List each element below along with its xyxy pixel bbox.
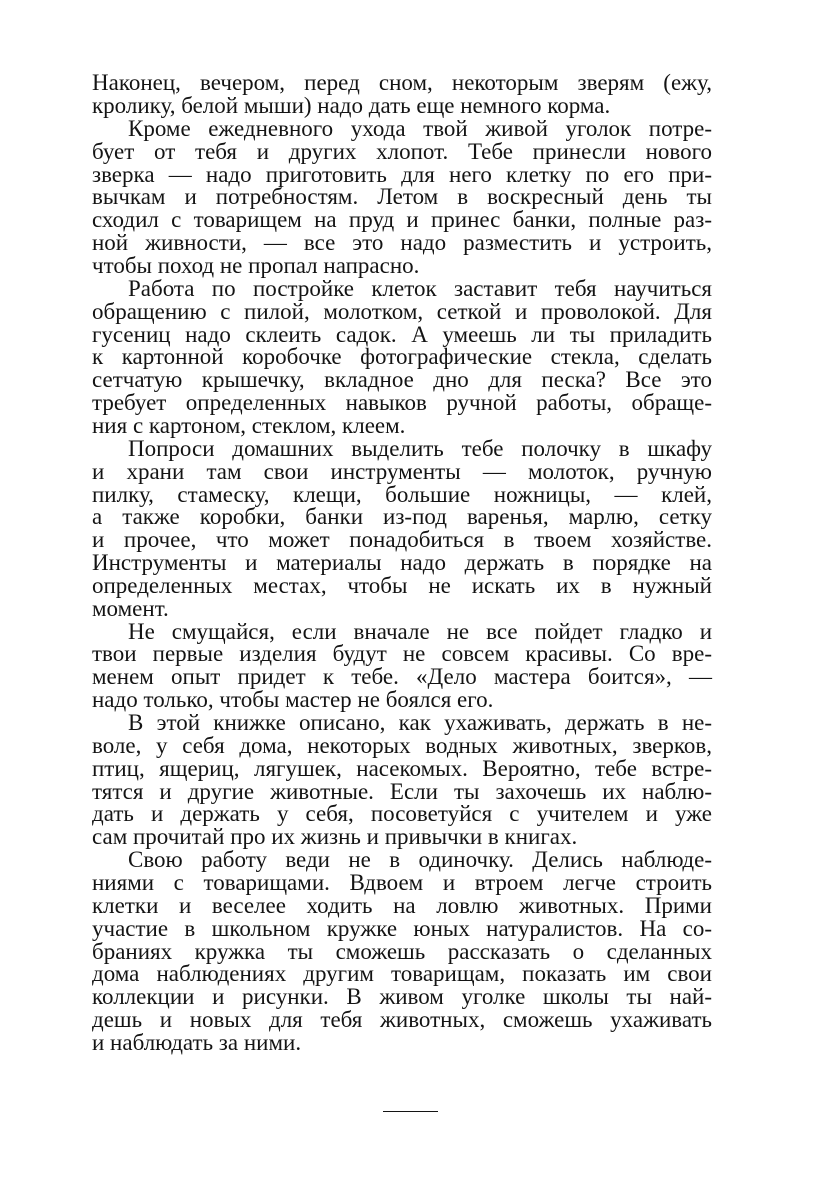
text-line: и наблюдать за ними. [92,1029,302,1055]
text-line: тятся и другие животные. Если ты захочешь их наблю- [92,778,712,804]
text-line: обращению с пилой, молотком, сеткой и проволокой. Для [92,298,712,324]
text-line: ниями с товарищами. Вдвоем и втроем легче строить [92,870,712,896]
text-line: ной живности, — все это надо разместить и устроить, [92,229,712,255]
text-line: определенных местах, чтобы не искать их в нужный [92,572,712,598]
text-line: вычкам и потребностям. Летом в воскресный день ты [92,184,712,210]
text-line: Кроме ежедневного ухода твой живой уголок потре- [128,115,712,141]
paragraph [92,72,712,118]
text-line: Наконец, вечером, перед сном, некоторым зверям (ежу, [92,70,712,95]
section-end-rule [383,1111,438,1112]
paragraph [92,712,712,849]
text-line: и прочее, что может понадобиться в твоем хозяйстве. [92,527,712,553]
text-line: к картонной коробочке фотографические стекла, сделать [92,344,712,370]
text-line: дать и держать у себя, посоветуйся с учителем и уже [92,801,712,827]
text-line: клетки и веселее ходить на ловлю животных. Прими [92,893,712,919]
paragraph [92,115,712,278]
text-line: а также коробки, банки из-под варенья, марлю, сетку [92,504,712,530]
paragraph [92,618,712,713]
paragraph [92,435,712,621]
text-line: Не смущайся, если вначале не все пойдет гладко и [128,618,712,644]
text-line: сетчатую крышечку, вкладное дно для песка? Все это [92,367,712,393]
text-line: зверка — надо приготовить для него клетку по его при- [92,161,712,187]
text-line: чтобы поход не пропал напрасно. [92,252,420,278]
text-line: сам прочитай про их жизнь и привычки в книгах. [92,824,578,850]
text-line: дома наблюдениях другим товарищам, показать им свои [92,961,712,987]
text-line: ния с картоном, стеклом, клеем. [92,412,406,438]
text-line: коллекции и рисунки. В живом уголке школы ты най- [92,984,712,1010]
text-line: и храни там свои инструменты — молоток, ручную [92,458,712,484]
text-line: момент. [92,595,169,621]
text-line: кролику, белой мыши) надо дать еще немного корма. [92,92,611,118]
text-line: птиц, ящериц, лягушек, насекомых. Вероятно, тебе встре- [92,755,712,781]
text-line: твои первые изделия будут не совсем красивы. Со вре- [92,641,712,667]
text-line: требует определенных навыков ручной работы, обраще- [92,389,712,415]
text-line: Свою работу веди не в одиночку. Делись наблюде- [128,847,712,873]
page-text [92,72,712,1055]
text-line: Инструменты и материалы надо держать в порядке на [92,549,712,575]
text-line: надо только, чтобы мастер не боялся его. [92,687,494,713]
text-line: гусениц надо склеить садок. А умеешь ли ты приладить [92,321,712,347]
text-line: В этой книжке описано, как ухаживать, держать в не- [128,710,712,736]
text-line: пилку, стамеску, клещи, большие ножницы, — клей, [92,481,712,507]
text-line: бует от тебя и других хлопот. Тебе принесли нового [92,138,712,164]
text-line: Работа по постройке клеток заставит тебя научиться [128,275,712,301]
text-line: Попроси домашних выделить тебе полочку в шкафу [128,435,712,461]
text-line: дешь и новых для тебя животных, сможешь ухаживать [92,1007,712,1033]
text-line: сходил с товарищем на пруд и принес банки, полные раз- [92,207,712,233]
text-line: воле, у себя дома, некоторых водных животных, зверков, [92,733,712,759]
text-line: менем опыт придет к тебе. «Дело мастера боится», — [92,664,712,690]
paragraph [92,275,712,438]
text-line: участие в школьном кружке юных натуралистов. На со- [92,915,712,941]
paragraph [92,849,712,1054]
text-line: браниях кружка ты сможешь рассказать о сделанных [92,938,712,964]
